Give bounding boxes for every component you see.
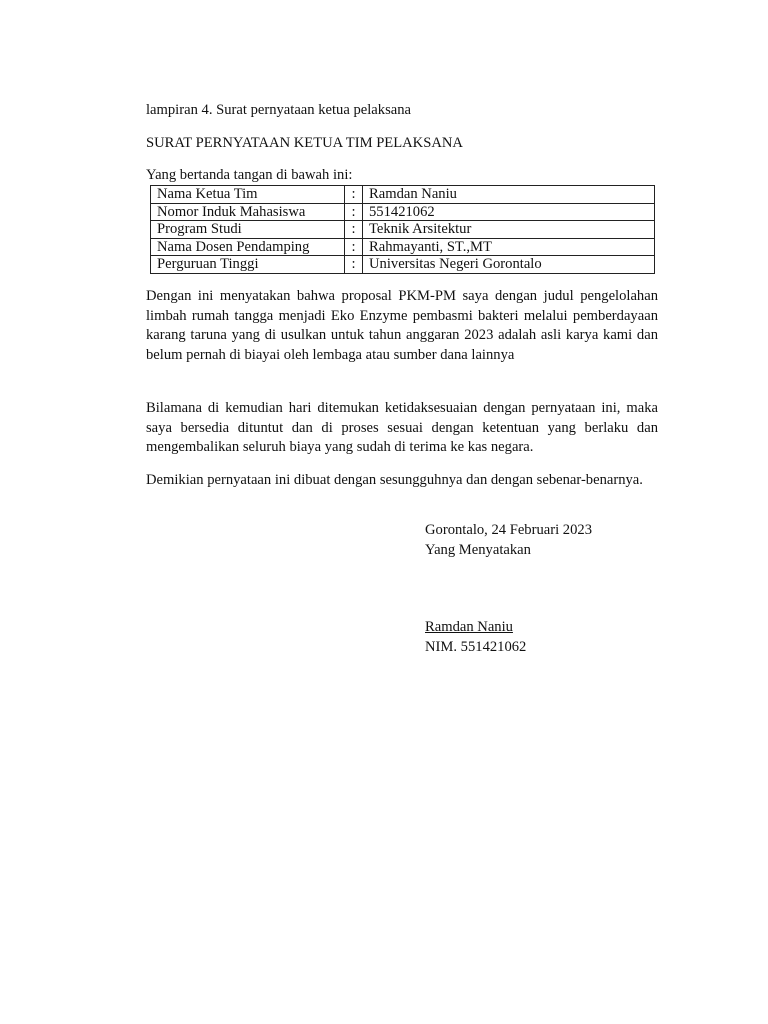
row-label: Nama Ketua Tim: [151, 186, 345, 204]
liability-paragraph: Bilamana di kemudian hari ditemukan ketidaksesuaian dengan pernyataan ini, maka saya bersedia dituntut dan di proses sesuai dengan ketentuan yang berlaku dan mengembalikan seluruh biaya yang sudah di terima ke kas negara.: [146, 400, 658, 455]
table-row: [151, 256, 655, 274]
row-value: Ramdan Naniu: [363, 186, 655, 204]
place-date: Gorontalo, 24 Februari 2023: [425, 522, 592, 538]
closing-paragraph: Demikian pernyataan ini dibuat dengan sesungguhnya dan dengan sebenar-benarnya.: [146, 472, 643, 488]
attachment-caption: lampiran 4. Surat pernyataan ketua pelaksana: [146, 102, 412, 118]
signer-role: Yang Menyatakan: [425, 542, 531, 558]
row-separator: :: [345, 256, 363, 274]
statement-paragraph: Dengan ini menyatakan bahwa proposal PKM-PM saya dengan judul pengelolahan limbah rumah tangga menjadi Eko Enzyme pembasmi bakteri melalui pemberdayaan karang taruna yang di usulkan untuk tahun anggaran 2023 adalah asli karya kami dan belum pernah di biayai oleh lembaga atau sumber dana lainnya: [146, 288, 658, 363]
row-value: Teknik Arsitektur: [363, 221, 655, 239]
row-value: 551421062: [363, 203, 655, 221]
row-separator: :: [345, 238, 363, 256]
table-row: [151, 221, 655, 239]
row-label: Nama Dosen Pendamping: [151, 238, 345, 256]
signer-nim: NIM. 551421062: [425, 639, 527, 655]
table-row: [151, 203, 655, 221]
identity-table: [150, 185, 655, 274]
row-value: Universitas Negeri Gorontalo: [363, 256, 655, 274]
letter-title: SURAT PERNYATAAN KETUA TIM PELAKSANA: [146, 135, 463, 151]
intro-line: Yang bertanda tangan di bawah ini:: [146, 167, 353, 183]
signer-name: Ramdan Naniu: [425, 619, 513, 635]
row-label: Nomor Induk Mahasiswa: [151, 203, 345, 221]
row-label: Program Studi: [151, 221, 345, 239]
table-row: [151, 186, 655, 204]
row-separator: :: [345, 186, 363, 204]
table-row: [151, 238, 655, 256]
row-label: Perguruan Tinggi: [151, 256, 345, 274]
row-separator: :: [345, 203, 363, 221]
row-value: Rahmayanti, ST.,MT: [363, 238, 655, 256]
row-separator: :: [345, 221, 363, 239]
